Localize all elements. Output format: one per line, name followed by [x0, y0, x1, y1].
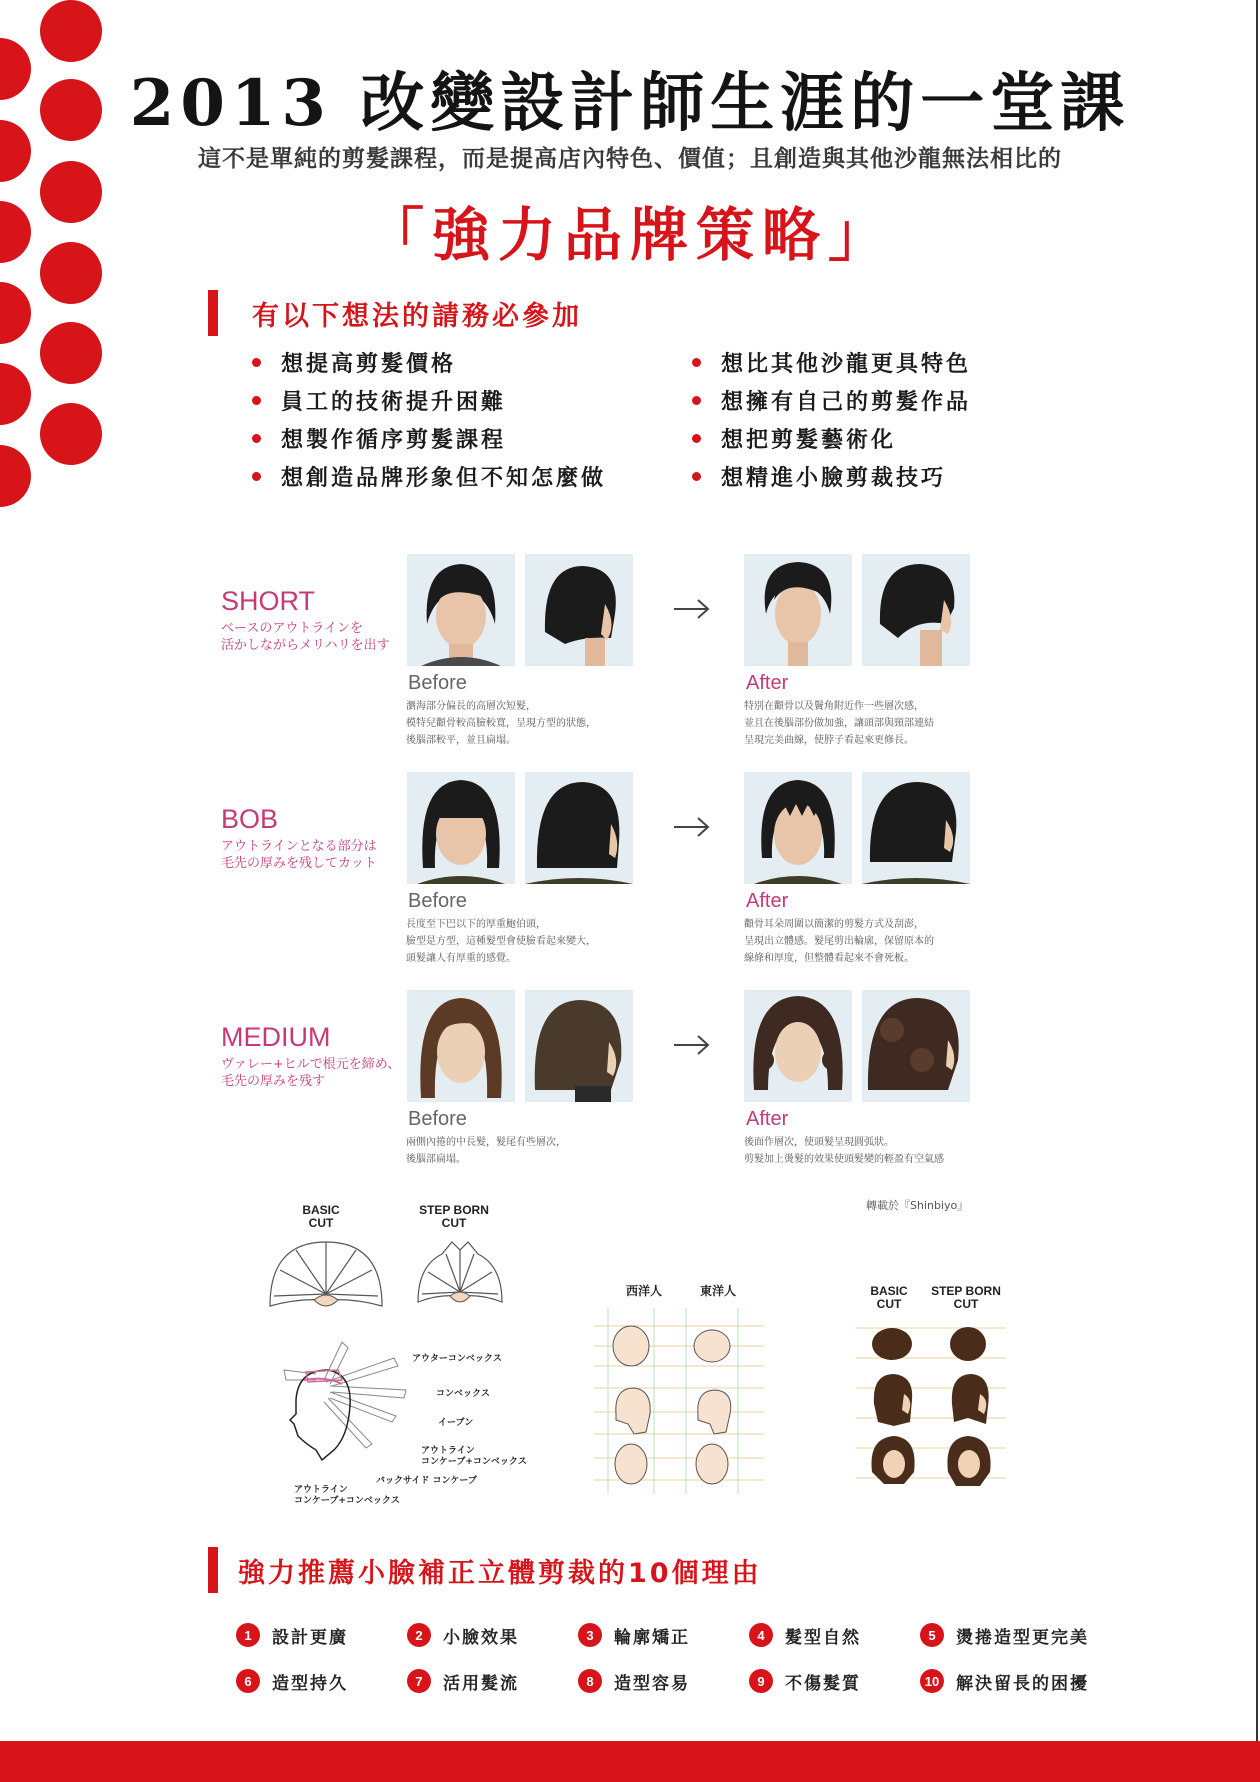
reason-text: 解決留長的困擾	[956, 1673, 1089, 1694]
reason-text: 髮型自然	[785, 1627, 861, 1648]
label-even: イーブン	[438, 1418, 474, 1428]
cut-title: BOB	[221, 804, 279, 834]
after-side-photo	[862, 772, 970, 884]
list-item-text: 想創造品牌形象但不知怎麼做	[281, 466, 607, 491]
list-item-text: 員工的技術提升困難	[281, 390, 507, 415]
bullet-icon	[692, 434, 701, 443]
eastern-label: 東洋人	[699, 1284, 736, 1298]
before-note: 瀏海部分偏長的高層次短髮， 模特兒顴骨較高臉較寬，呈現方型的狀態， 後腦部較平，並且扁塌。	[406, 701, 596, 746]
before-side-photo	[525, 772, 633, 884]
reason-item	[578, 1623, 749, 1647]
reason-item	[920, 1623, 1091, 1647]
list-item	[252, 350, 692, 375]
before-side-photo	[525, 990, 633, 1102]
reason-text: 活用髮流	[443, 1673, 519, 1694]
basic-cut-label: BASIC CUT	[302, 1203, 340, 1230]
cut-row-bob	[0, 772, 1260, 972]
reason-item	[920, 1669, 1091, 1693]
before-label: Before	[408, 890, 467, 912]
arrow-icon	[672, 812, 712, 842]
reason-text: 造型持久	[272, 1673, 348, 1694]
number-badge: 8	[578, 1669, 602, 1693]
hairstyle-silhouette-diagram	[856, 1314, 1006, 1494]
list-item-text: 想把剪髮藝術化	[721, 428, 897, 453]
label-backside-concave: バックサイド コンケーブ	[376, 1476, 477, 1486]
label-convex: コンベックス	[436, 1389, 490, 1399]
list-item	[692, 464, 1052, 489]
number-badge: 3	[578, 1623, 602, 1647]
basic-cut-label-2: BASIC CUT	[870, 1284, 908, 1311]
before-front-photo	[407, 772, 515, 884]
footer-red-bar	[0, 1741, 1260, 1782]
bullet-icon	[252, 358, 261, 367]
number-badge: 5	[920, 1623, 944, 1647]
number-badge: 2	[407, 1623, 431, 1647]
bullet-icon	[692, 358, 701, 367]
cut-description: ヴァレー+ヒルで根元を締め、 毛先の厚みを残す	[221, 1057, 401, 1089]
basic-cut-fan-diagram	[266, 1236, 386, 1320]
reasons-list	[236, 1623, 1136, 1693]
arrow-icon	[672, 594, 712, 624]
list-item	[692, 350, 1052, 375]
list-item	[252, 426, 692, 451]
number-badge: 10	[920, 1669, 944, 1693]
right-border-line	[1256, 0, 1258, 1741]
cut-description: ベースのアウトラインを 活かしながらメリハリを出す	[221, 621, 390, 653]
wish-list	[252, 350, 1052, 489]
cut-row-short	[0, 554, 1260, 754]
reason-item	[407, 1669, 578, 1693]
after-side-photo	[862, 990, 970, 1102]
head-shape-grid-diagram	[594, 1308, 764, 1494]
after-side-photo	[862, 554, 970, 666]
page-subtitle: 這不是單純的剪髮課程，而是提高店內特色、價值；且創造與其他沙龍無法相比的	[198, 145, 1062, 172]
list-item-text: 想比其他沙龍更具特色	[721, 352, 972, 377]
list-item	[252, 388, 692, 413]
reason-item	[236, 1623, 407, 1647]
cut-description: アウトラインとなる部分は 毛先の厚みを残してカット	[221, 839, 377, 871]
western-label: 西洋人	[625, 1284, 662, 1298]
section-heading-text: 強力推薦小臉補正立體剪裁的10個理由	[238, 1557, 762, 1589]
before-note: 兩側內捲的中長髮，髮尾有些層次， 後腦部扁塌。	[406, 1137, 566, 1165]
reason-item	[578, 1669, 749, 1693]
section-heading-text: 有以下想法的請務必參加	[252, 300, 582, 332]
cut-title: MEDIUM	[221, 1022, 331, 1052]
bullet-icon	[252, 472, 261, 481]
cut-row-medium	[0, 990, 1260, 1190]
after-note: 特別在顴骨以及鬢角附近作一些層次感， 並且在後腦部份做加強，讓頭部與頸部連結 呈現完美曲線，使脖子看起來更修長。	[744, 701, 934, 746]
list-item-text: 想提高剪髮價格	[281, 352, 457, 377]
cut-angle-profile-diagram	[276, 1340, 416, 1480]
cut-title: SHORT	[221, 586, 316, 616]
before-note: 長度至下巴以下的厚重鮑伯頭， 臉型是方型，這種髮型會使臉看起來變大， 頭髮讓人有厚重的感覺。	[406, 919, 596, 964]
heading-bar	[208, 290, 218, 336]
after-label: After	[746, 672, 789, 694]
list-item	[692, 388, 1052, 413]
number-badge: 4	[749, 1623, 773, 1647]
list-item	[692, 426, 1052, 451]
reason-item	[236, 1669, 407, 1693]
number-badge: 6	[236, 1669, 260, 1693]
page-title: 2013 改變設計師生涯的一堂課	[129, 66, 1131, 141]
step-born-cut-label-2: STEP BORN CUT	[931, 1284, 1001, 1311]
after-front-photo	[744, 990, 852, 1102]
list-item-text: 想擁有自己的剪髮作品	[721, 390, 972, 415]
number-badge: 1	[236, 1623, 260, 1647]
bullet-icon	[252, 434, 261, 443]
reason-item	[749, 1623, 920, 1647]
before-front-photo	[407, 554, 515, 666]
reason-text: 燙捲造型更完美	[956, 1627, 1089, 1648]
reason-item	[407, 1623, 578, 1647]
label-outer-convex: アウターコンベックス	[412, 1354, 502, 1364]
section-heading-reasons	[208, 1547, 762, 1593]
label-outline-concave-convex-2: アウトライン コンケーブ+コンベックス	[294, 1485, 400, 1506]
label-outline-concave-convex: アウトライン コンケーブ+コンベックス	[421, 1446, 527, 1467]
reason-text: 小臉效果	[443, 1627, 519, 1648]
step-born-cut-label: STEP BORN CUT	[419, 1203, 489, 1230]
after-note: 顴骨耳朵周圍以簡潔的剪髮方式及刮澎， 呈現出立體感。髮尾剪出輪廓，保留原本的 線條和厚度，但整體看起來不會死板。	[744, 919, 934, 964]
reason-item	[749, 1669, 920, 1693]
reason-text: 造型容易	[614, 1673, 690, 1694]
after-note: 後面作層次，使頭髮呈現圓弧狀。 剪髮加上燙髮的效果使頭髮變的輕盈有空氣感	[744, 1137, 944, 1165]
section-heading-participate	[208, 290, 582, 336]
after-front-photo	[744, 772, 852, 884]
bullet-icon	[692, 396, 701, 405]
after-label: After	[746, 1108, 789, 1130]
list-item-text: 想精進小臉剪裁技巧	[721, 466, 947, 491]
before-label: Before	[408, 672, 467, 694]
after-label: After	[746, 890, 789, 912]
reason-text: 不傷髮質	[785, 1673, 861, 1694]
before-front-photo	[407, 990, 515, 1102]
slogan: 「強力品牌策略」	[365, 201, 894, 269]
heading-bar	[208, 1547, 218, 1593]
number-badge: 7	[407, 1669, 431, 1693]
before-label: Before	[408, 1108, 467, 1130]
arrow-icon	[672, 1030, 712, 1060]
list-item	[252, 464, 692, 489]
reason-text: 設計更廣	[272, 1627, 348, 1648]
before-side-photo	[525, 554, 633, 666]
bullet-icon	[692, 472, 701, 481]
after-front-photo	[744, 554, 852, 666]
step-born-cut-fan-diagram	[412, 1236, 508, 1320]
source-credit: 轉載於『Shinbiyo』	[866, 1199, 969, 1212]
reason-text: 輪廓矯正	[614, 1627, 690, 1648]
bullet-icon	[252, 396, 261, 405]
list-item-text: 想製作循序剪髮課程	[281, 428, 507, 453]
number-badge: 9	[749, 1669, 773, 1693]
